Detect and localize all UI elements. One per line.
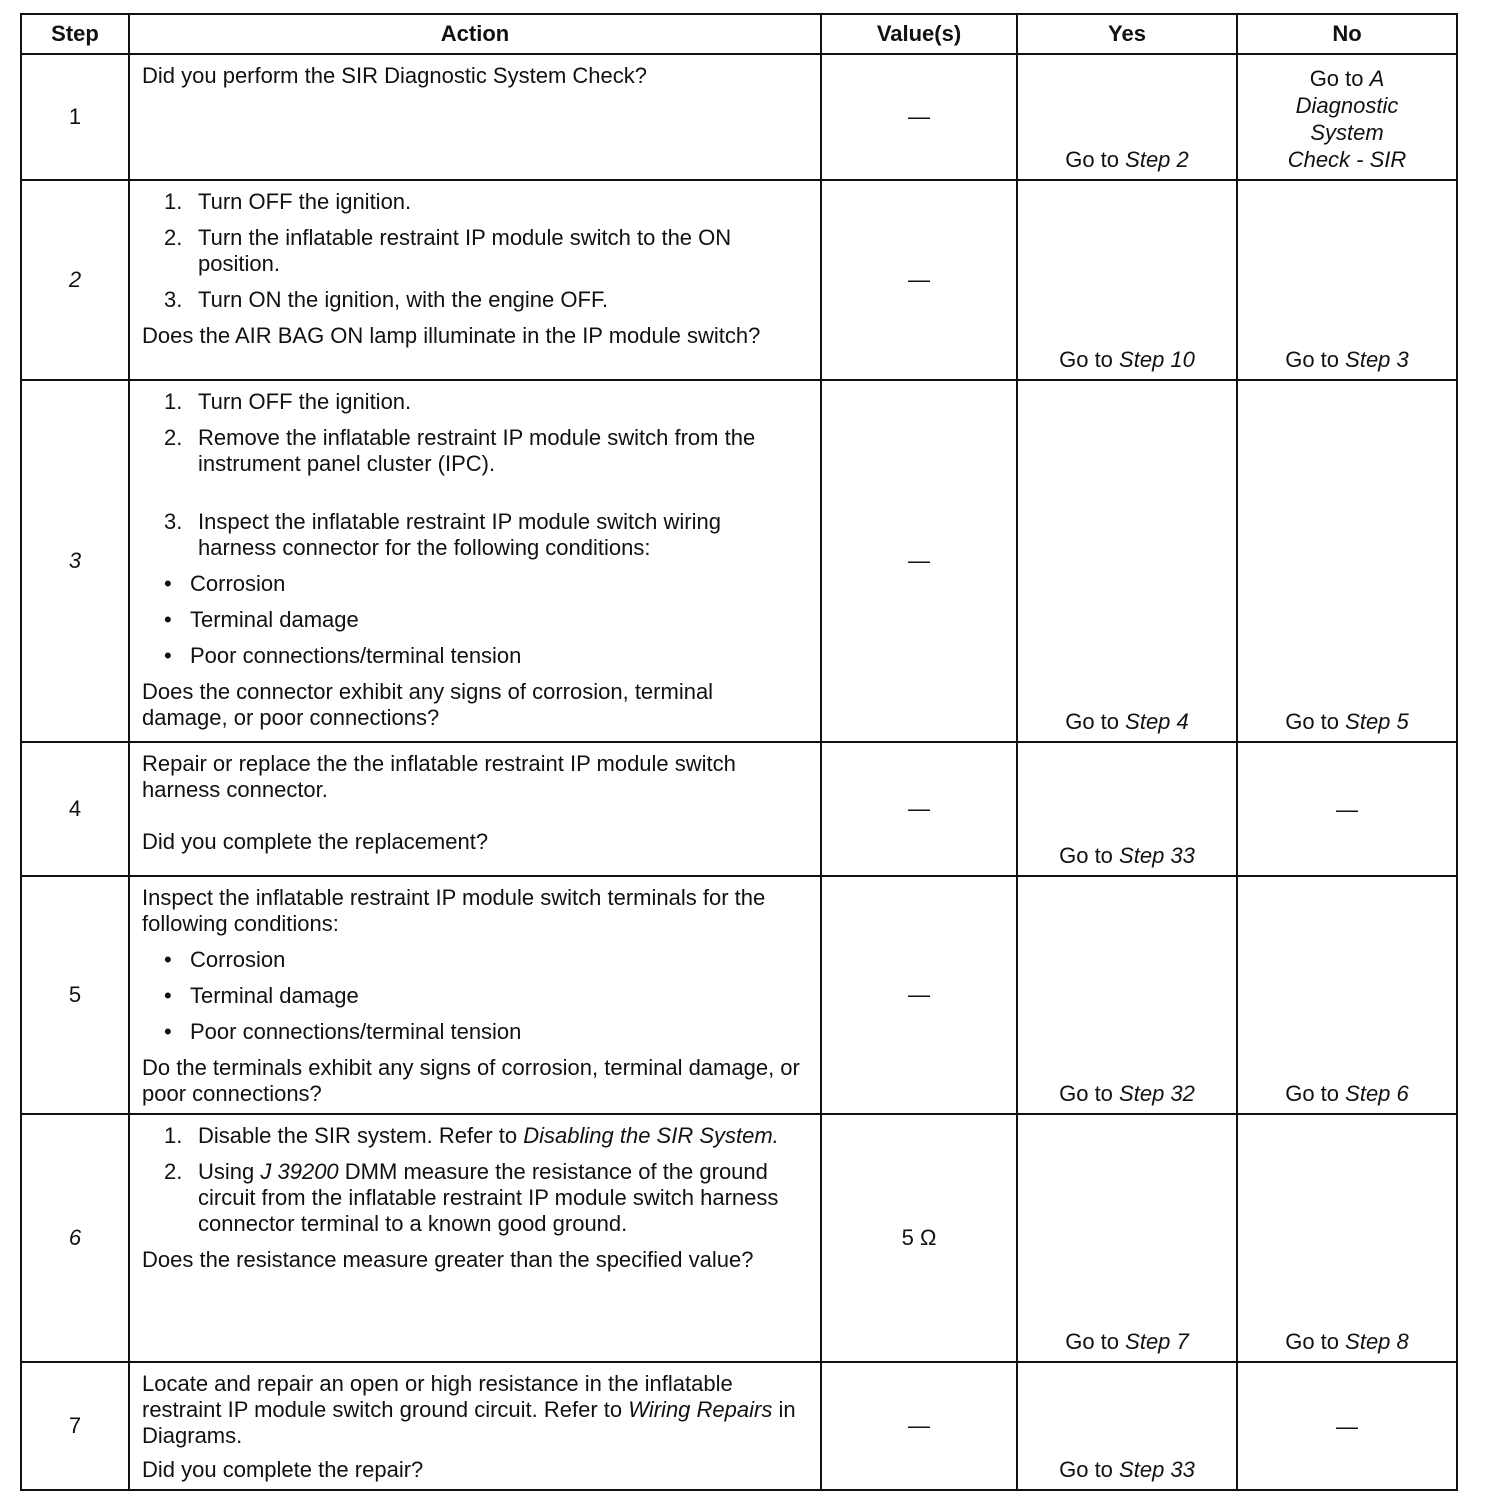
yes-cell xyxy=(1017,380,1237,742)
value-cell: 5 Ω xyxy=(821,1114,1017,1362)
action-text: Inspect the inflatable restraint IP module switch terminals for the following conditions: xyxy=(142,885,766,936)
go-to-text: Go to xyxy=(1059,1457,1113,1482)
table-row xyxy=(21,876,1457,1114)
numbered-item: 2. Remove the inflatable restraint IP module switch from the instrument panel cluster (IPC). xyxy=(164,425,756,476)
value-cell: — xyxy=(821,54,1017,180)
yes-cell xyxy=(1017,876,1237,1114)
go-to-text: Go to xyxy=(1065,147,1120,172)
no-cell xyxy=(1237,876,1457,1114)
yes-cell xyxy=(1017,54,1237,180)
yes-target: Step 32 xyxy=(1119,1081,1195,1106)
header-yes: Yes xyxy=(1017,14,1237,54)
no-target-part: System xyxy=(1310,120,1384,145)
document-reference: Disabling the SIR System. xyxy=(523,1123,779,1148)
numbered-item: 3. Turn ON the ignition, with the engine OFF. xyxy=(164,287,609,312)
go-to-text: Go to xyxy=(1059,1081,1113,1106)
no-target: Step 8 xyxy=(1345,1329,1409,1354)
numbered-item: 1. Turn OFF the ignition. xyxy=(164,389,412,414)
numbered-item: 1. Turn OFF the ignition. xyxy=(164,189,412,214)
table-row xyxy=(21,180,1457,380)
action-question: Does the resistance measure greater than the specified value? xyxy=(142,1247,754,1272)
table-row xyxy=(21,742,1457,876)
no-target: Step 6 xyxy=(1345,1081,1409,1106)
step-number: 4 xyxy=(21,742,129,876)
step-number: 5 xyxy=(21,876,129,1114)
header-action: Action xyxy=(129,14,821,54)
numbered-item: 2. Using J 39200 DMM measure the resistance of the ground circuit from the inflatable restraint IP module switch harness connector terminal to a known good ground. xyxy=(164,1159,779,1236)
go-to-text: Go to xyxy=(1059,347,1113,372)
action-cell xyxy=(129,742,821,876)
yes-target: Step 10 xyxy=(1119,347,1195,372)
no-target-part: Diagnostic xyxy=(1295,93,1399,118)
yes-target: Step 2 xyxy=(1125,147,1189,172)
header-value: Value(s) xyxy=(821,14,1017,54)
action-cell xyxy=(129,1114,821,1362)
no-cell xyxy=(1237,180,1457,380)
header-row xyxy=(21,14,1457,54)
value-cell: — xyxy=(821,876,1017,1114)
table-row xyxy=(21,1114,1457,1362)
tool-reference: J 39200 xyxy=(260,1159,339,1184)
action-cell xyxy=(129,876,821,1114)
yes-cell xyxy=(1017,1114,1237,1362)
action-cell xyxy=(129,1362,821,1490)
go-to-text: Go to xyxy=(1309,66,1364,91)
step-number: 2 xyxy=(21,180,129,380)
table-row xyxy=(21,54,1457,180)
no-cell: — xyxy=(1237,1362,1457,1490)
action-text: Locate and repair an open or high resistance in the inflatable restraint IP module switch ground circuit. Refer to Wiring Repairs in Diagrams. xyxy=(142,1371,796,1448)
go-to-text: Go to xyxy=(1285,347,1340,372)
action-cell xyxy=(129,180,821,380)
no-cell xyxy=(1237,380,1457,742)
value-cell: — xyxy=(821,380,1017,742)
go-to-text: Go to xyxy=(1059,843,1113,868)
bullet-item: • Poor connections/terminal tension xyxy=(164,643,522,668)
step-number: 7 xyxy=(21,1362,129,1490)
step-number: 6 xyxy=(21,1114,129,1362)
action-text: Repair or replace the the inflatable restraint IP module switch harness connector. xyxy=(142,751,736,802)
bullet-item: • Corrosion xyxy=(164,571,286,596)
no-target-part: A xyxy=(1369,66,1385,91)
no-target-part: Check - SIR xyxy=(1287,147,1407,172)
action-question: Do the terminals exhibit any signs of corrosion, terminal damage, or poor connections? xyxy=(142,1055,800,1106)
no-cell: — xyxy=(1237,742,1457,876)
action-cell xyxy=(129,380,821,742)
yes-target: Step 33 xyxy=(1119,843,1195,868)
action-question: Does the AIR BAG ON lamp illuminate in the IP module switch? xyxy=(142,323,761,348)
action-question: Does the connector exhibit any signs of corrosion, terminal damage, or poor connections? xyxy=(142,679,714,730)
bullet-item: • Terminal damage xyxy=(164,983,359,1008)
yes-cell xyxy=(1017,742,1237,876)
step-number: 1 xyxy=(21,54,129,180)
bullet-item: • Terminal damage xyxy=(164,607,359,632)
action-question: Did you perform the SIR Diagnostic System Check? xyxy=(142,63,647,88)
action-question: Did you complete the repair? xyxy=(142,1457,424,1482)
action-cell xyxy=(129,54,821,180)
diagnostic-table xyxy=(20,13,1458,1491)
go-to-text: Go to xyxy=(1285,709,1340,734)
no-cell xyxy=(1237,1114,1457,1362)
header-no: No xyxy=(1237,14,1457,54)
yes-target: Step 7 xyxy=(1125,1329,1189,1354)
numbered-item: 2. Turn the inflatable restraint IP module switch to the ON position. xyxy=(164,225,732,276)
go-to-text: Go to xyxy=(1285,1329,1340,1354)
bullet-item: • Corrosion xyxy=(164,947,286,972)
no-target: Step 5 xyxy=(1345,709,1409,734)
no-cell xyxy=(1237,54,1457,180)
bullet-item: • Poor connections/terminal tension xyxy=(164,1019,522,1044)
go-to-text: Go to xyxy=(1065,709,1120,734)
value-cell: — xyxy=(821,180,1017,380)
value-cell: — xyxy=(821,742,1017,876)
header-step: Step xyxy=(21,14,129,54)
table-row xyxy=(21,380,1457,742)
yes-target: Step 4 xyxy=(1125,709,1189,734)
numbered-item: 3. Inspect the inflatable restraint IP module switch wiring harness connector for the following conditions: xyxy=(164,509,721,560)
document-reference: Wiring Repairs xyxy=(628,1397,773,1422)
yes-cell xyxy=(1017,180,1237,380)
action-question: Did you complete the replacement? xyxy=(142,829,489,854)
yes-target: Step 33 xyxy=(1119,1457,1195,1482)
numbered-item: 1. Disable the SIR system. Refer to Disabling the SIR System. xyxy=(164,1123,779,1148)
yes-cell xyxy=(1017,1362,1237,1490)
table-row xyxy=(21,1362,1457,1490)
value-cell: — xyxy=(821,1362,1017,1490)
step-number: 3 xyxy=(21,380,129,742)
no-target: Step 3 xyxy=(1345,347,1409,372)
go-to-text: Go to xyxy=(1285,1081,1340,1106)
go-to-text: Go to xyxy=(1065,1329,1120,1354)
